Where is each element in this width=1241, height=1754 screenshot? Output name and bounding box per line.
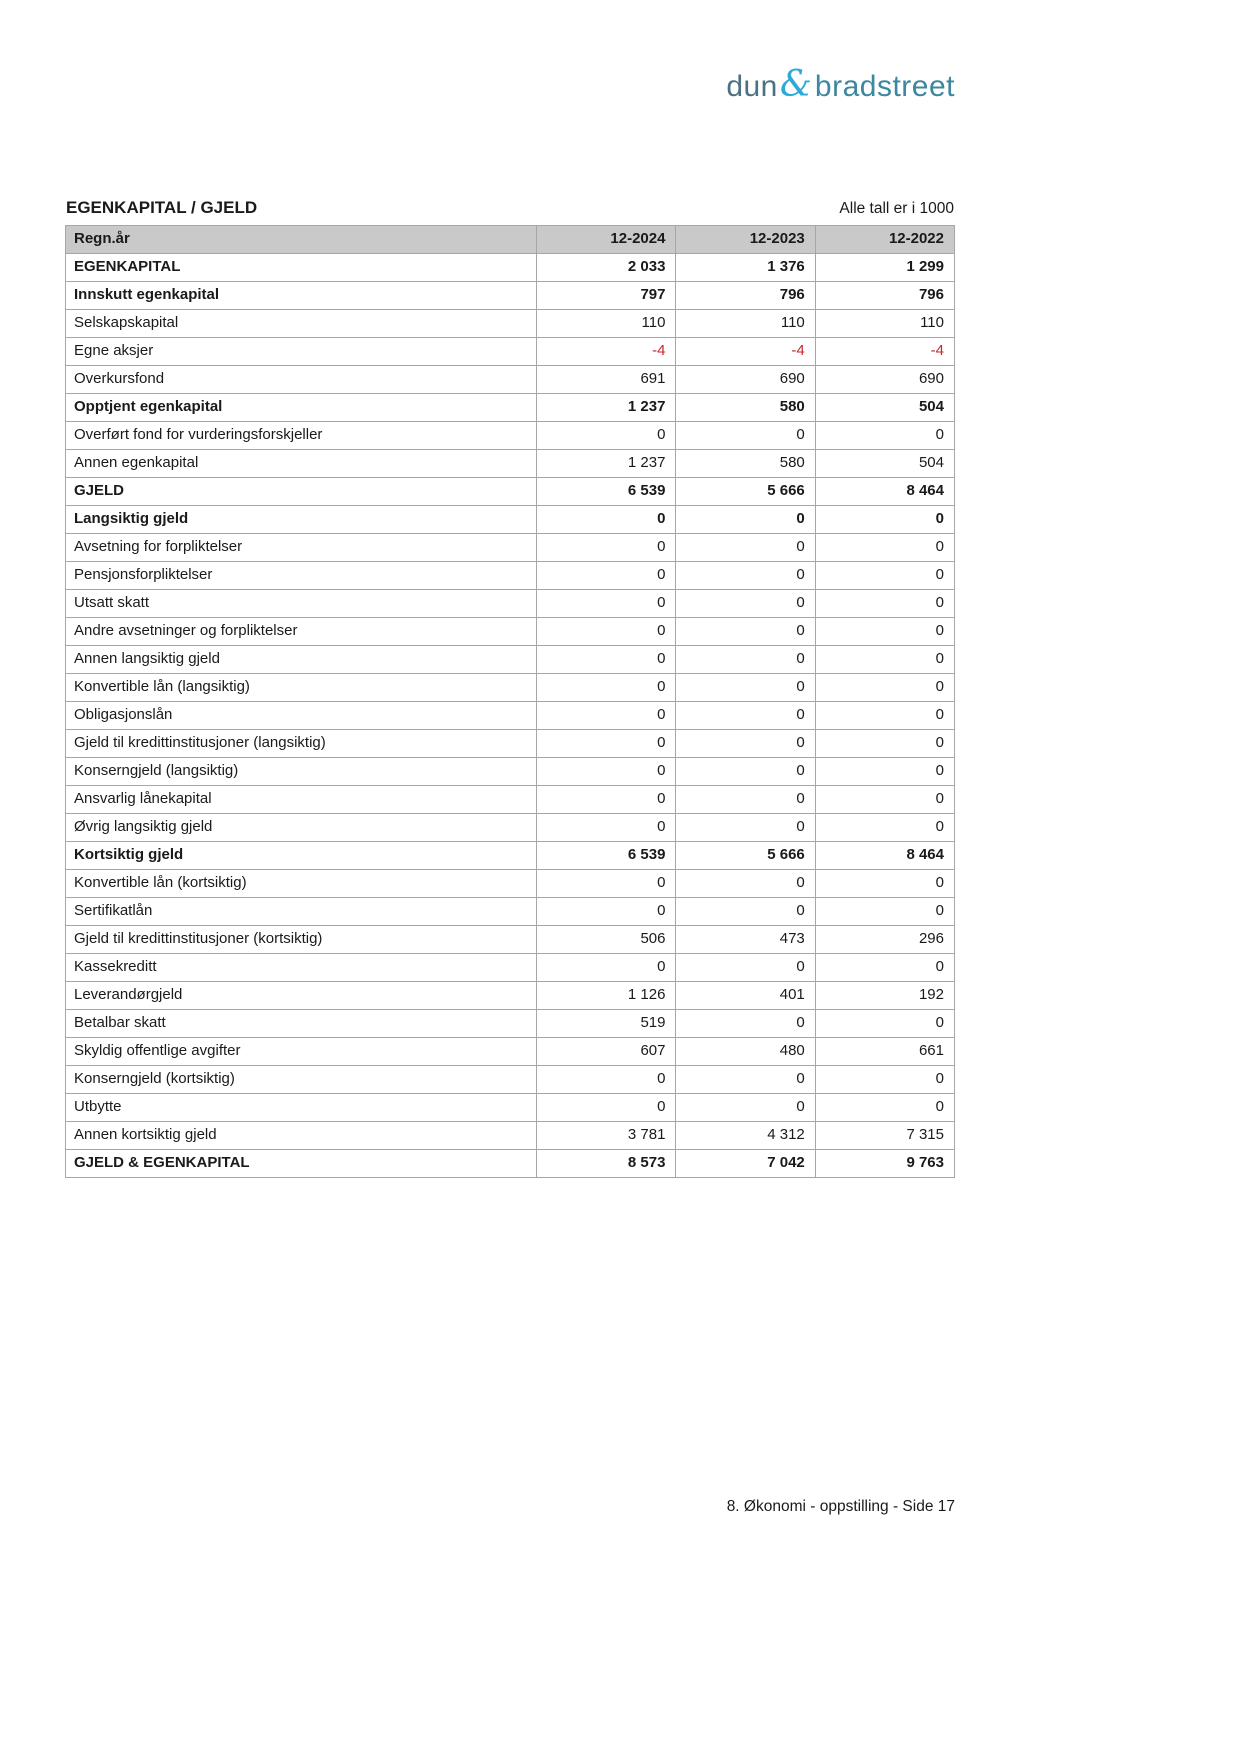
cell-value: 0 <box>537 506 676 534</box>
cell-value: 0 <box>815 786 954 814</box>
cell-value: 0 <box>815 422 954 450</box>
cell-value: 0 <box>815 674 954 702</box>
cell-value: 0 <box>676 786 815 814</box>
cell-value: 0 <box>815 646 954 674</box>
cell-value: 8 464 <box>815 842 954 870</box>
column-header: 12-2022 <box>815 226 954 254</box>
row-label: Overført fond for vurderingsforskjeller <box>66 422 537 450</box>
table-row <box>66 534 955 562</box>
cell-value: 0 <box>676 898 815 926</box>
cell-value: 0 <box>815 1094 954 1122</box>
table-row <box>66 842 955 870</box>
cell-value: 0 <box>676 646 815 674</box>
cell-value: 0 <box>815 562 954 590</box>
table-row <box>66 1066 955 1094</box>
table-row <box>66 1122 955 1150</box>
cell-value: 607 <box>537 1038 676 1066</box>
row-label: Konserngjeld (kortsiktig) <box>66 1066 537 1094</box>
cell-value: 0 <box>537 954 676 982</box>
table-row <box>66 982 955 1010</box>
table-row <box>66 422 955 450</box>
cell-value: 6 539 <box>537 478 676 506</box>
row-label: Opptjent egenkapital <box>66 394 537 422</box>
table-row <box>66 590 955 618</box>
row-label: Konserngjeld (langsiktig) <box>66 758 537 786</box>
row-label: GJELD <box>66 478 537 506</box>
row-label: Kortsiktig gjeld <box>66 842 537 870</box>
table-row <box>66 282 955 310</box>
cell-value: 0 <box>815 1066 954 1094</box>
table-row <box>66 366 955 394</box>
table-row <box>66 646 955 674</box>
cell-value: 796 <box>815 282 954 310</box>
cell-value: 0 <box>676 954 815 982</box>
cell-value: 6 539 <box>537 842 676 870</box>
cell-value: 0 <box>537 618 676 646</box>
cell-value: 5 666 <box>676 478 815 506</box>
cell-value: 580 <box>676 450 815 478</box>
cell-value: 0 <box>676 562 815 590</box>
row-label: GJELD & EGENKAPITAL <box>66 1150 537 1178</box>
cell-value: 0 <box>676 1066 815 1094</box>
cell-value: 3 781 <box>537 1122 676 1150</box>
row-label: Gjeld til kredittinstitusjoner (langsiktig) <box>66 730 537 758</box>
row-label: Skyldig offentlige avgifter <box>66 1038 537 1066</box>
cell-value: 796 <box>676 282 815 310</box>
units-note: Alle tall er i 1000 <box>839 200 954 217</box>
row-label: Selskapskapital <box>66 310 537 338</box>
cell-value: 7 042 <box>676 1150 815 1178</box>
cell-value: 0 <box>676 702 815 730</box>
cell-value: 0 <box>815 814 954 842</box>
table-row <box>66 394 955 422</box>
cell-value: 110 <box>537 310 676 338</box>
cell-value: 0 <box>815 954 954 982</box>
column-header: 12-2023 <box>676 226 815 254</box>
table-row <box>66 926 955 954</box>
table-row <box>66 450 955 478</box>
cell-value: 473 <box>676 926 815 954</box>
cell-value: 0 <box>537 1066 676 1094</box>
cell-value: 0 <box>676 422 815 450</box>
cell-value: 110 <box>815 310 954 338</box>
row-label: Utsatt skatt <box>66 590 537 618</box>
table-row <box>66 310 955 338</box>
table-row <box>66 478 955 506</box>
cell-value: 0 <box>537 814 676 842</box>
cell-value: 0 <box>676 814 815 842</box>
cell-value: 0 <box>537 702 676 730</box>
row-label: Andre avsetninger og forpliktelser <box>66 618 537 646</box>
cell-value: 401 <box>676 982 815 1010</box>
row-label: Leverandørgjeld <box>66 982 537 1010</box>
cell-value: 0 <box>815 702 954 730</box>
balance-sheet-section <box>65 198 955 1178</box>
cell-value: 8 573 <box>537 1150 676 1178</box>
cell-value: 1 237 <box>537 450 676 478</box>
cell-value: 504 <box>815 394 954 422</box>
row-label: Langsiktig gjeld <box>66 506 537 534</box>
table-row <box>66 506 955 534</box>
dun-bradstreet-logo <box>726 64 955 105</box>
cell-value: 0 <box>537 674 676 702</box>
logo-text-dun: dun <box>726 70 778 103</box>
row-label: Øvrig langsiktig gjeld <box>66 814 537 842</box>
section-title: EGENKAPITAL / GJELD <box>66 198 258 217</box>
table-header-row <box>66 226 955 254</box>
cell-value: 690 <box>815 366 954 394</box>
row-label: Kassekreditt <box>66 954 537 982</box>
cell-value: -4 <box>537 338 676 366</box>
cell-value: -4 <box>676 338 815 366</box>
cell-value: 1 376 <box>676 254 815 282</box>
cell-value: 480 <box>676 1038 815 1066</box>
cell-value: 0 <box>676 1010 815 1038</box>
cell-value: 0 <box>676 674 815 702</box>
cell-value: 0 <box>537 870 676 898</box>
cell-value: 0 <box>815 898 954 926</box>
cell-value: 2 033 <box>537 254 676 282</box>
cell-value: 192 <box>815 982 954 1010</box>
cell-value: 690 <box>676 366 815 394</box>
cell-value: 0 <box>815 1010 954 1038</box>
table-row <box>66 1094 955 1122</box>
cell-value: 4 312 <box>676 1122 815 1150</box>
cell-value: 0 <box>537 1094 676 1122</box>
cell-value: 506 <box>537 926 676 954</box>
cell-value: 1 237 <box>537 394 676 422</box>
table-row <box>66 898 955 926</box>
row-label: Sertifikatlån <box>66 898 537 926</box>
cell-value: 0 <box>676 1094 815 1122</box>
row-label: Annen langsiktig gjeld <box>66 646 537 674</box>
column-header: 12-2024 <box>537 226 676 254</box>
cell-value: 0 <box>537 534 676 562</box>
cell-value: 691 <box>537 366 676 394</box>
row-label: Pensjonsforpliktelser <box>66 562 537 590</box>
row-label: Konvertible lån (langsiktig) <box>66 674 537 702</box>
table-row <box>66 758 955 786</box>
row-label: Utbytte <box>66 1094 537 1122</box>
cell-value: 797 <box>537 282 676 310</box>
row-label: Gjeld til kredittinstitusjoner (kortsiktig) <box>66 926 537 954</box>
cell-value: 0 <box>676 506 815 534</box>
cell-value: 580 <box>676 394 815 422</box>
table-row <box>66 814 955 842</box>
table-row <box>66 674 955 702</box>
cell-value: 5 666 <box>676 842 815 870</box>
row-label: Annen egenkapital <box>66 450 537 478</box>
row-label: Overkursfond <box>66 366 537 394</box>
cell-value: 0 <box>676 730 815 758</box>
table-row <box>66 730 955 758</box>
cell-value: 0 <box>537 758 676 786</box>
cell-value: 110 <box>676 310 815 338</box>
cell-value: 296 <box>815 926 954 954</box>
cell-value: 0 <box>537 590 676 618</box>
cell-value: 0 <box>676 618 815 646</box>
row-label: Innskutt egenkapital <box>66 282 537 310</box>
row-label: Obligasjonslån <box>66 702 537 730</box>
row-label: Konvertible lån (kortsiktig) <box>66 870 537 898</box>
table-row <box>66 1010 955 1038</box>
cell-value: 0 <box>676 758 815 786</box>
ampersand-icon: & <box>779 64 812 105</box>
cell-value: -4 <box>815 338 954 366</box>
cell-value: 0 <box>676 534 815 562</box>
cell-value: 0 <box>815 590 954 618</box>
row-label: Ansvarlig lånekapital <box>66 786 537 814</box>
table-row <box>66 338 955 366</box>
table-row <box>66 786 955 814</box>
row-label: Annen kortsiktig gjeld <box>66 1122 537 1150</box>
cell-value: 7 315 <box>815 1122 954 1150</box>
cell-value: 0 <box>815 506 954 534</box>
cell-value: 0 <box>815 870 954 898</box>
row-label: Avsetning for forpliktelser <box>66 534 537 562</box>
table-caption <box>65 198 955 218</box>
table-row <box>66 1150 955 1178</box>
cell-value: 0 <box>676 590 815 618</box>
cell-value: 0 <box>537 562 676 590</box>
cell-value: 1 299 <box>815 254 954 282</box>
table-row <box>66 562 955 590</box>
cell-value: 0 <box>815 534 954 562</box>
cell-value: 0 <box>537 730 676 758</box>
cell-value: 0 <box>815 758 954 786</box>
balance-table <box>65 225 955 1178</box>
cell-value: 8 464 <box>815 478 954 506</box>
logo-text-bradstreet: bradstreet <box>814 70 955 103</box>
cell-value: 661 <box>815 1038 954 1066</box>
cell-value: 0 <box>676 870 815 898</box>
cell-value: 0 <box>815 618 954 646</box>
column-header: Regn.år <box>66 226 537 254</box>
table-row <box>66 618 955 646</box>
cell-value: 9 763 <box>815 1150 954 1178</box>
cell-value: 1 126 <box>537 982 676 1010</box>
cell-value: 0 <box>537 646 676 674</box>
table-row <box>66 1038 955 1066</box>
table-row <box>66 702 955 730</box>
cell-value: 0 <box>537 898 676 926</box>
table-row <box>66 870 955 898</box>
page-footer: 8. Økonomi - oppstilling - Side 17 <box>726 1498 955 1515</box>
row-label: Betalbar skatt <box>66 1010 537 1038</box>
row-label: EGENKAPITAL <box>66 254 537 282</box>
cell-value: 0 <box>537 786 676 814</box>
cell-value: 519 <box>537 1010 676 1038</box>
table-row <box>66 954 955 982</box>
row-label: Egne aksjer <box>66 338 537 366</box>
cell-value: 0 <box>537 422 676 450</box>
cell-value: 504 <box>815 450 954 478</box>
table-row <box>66 254 955 282</box>
cell-value: 0 <box>815 730 954 758</box>
